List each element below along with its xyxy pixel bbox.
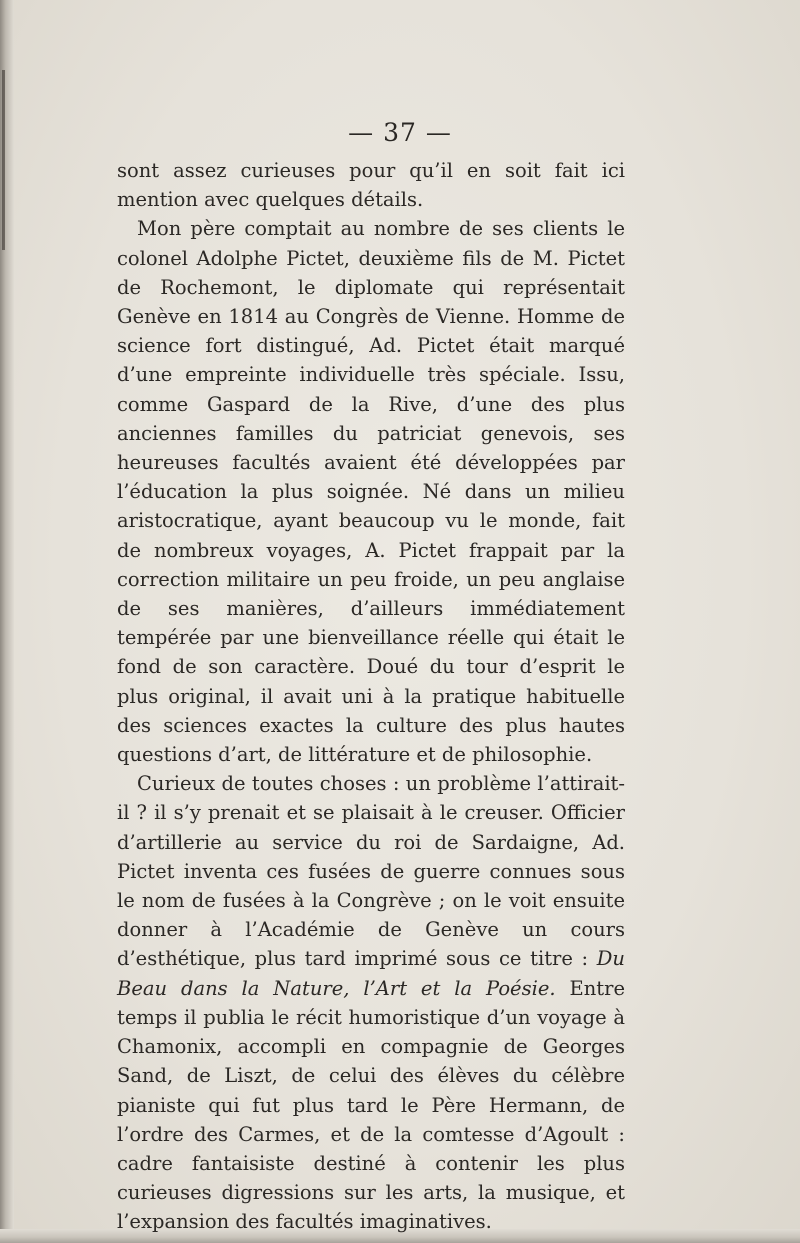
body-text [117,156,625,1237]
paragraph-pictet-works [117,769,625,1236]
paragraph-text-before-title: Curieux de toutes choses : un problème l’attirait-il ? il s’y prenait et se plaisait à le creuser. Officier d’artillerie au service du roi de Sardaigne, Ad. Pictet inventa ces fusées de guerre connues sous le nom de fusées à la Congrève ; on le voit ensuite donner à l’Académie de Genève un cours d’esthétique, plus tard imprimé sous ce titre : [117,772,625,971]
paragraph-continuation: sont assez curieuses pour qu’il en soit fait ici mention avec quelques détails. [117,159,625,212]
page-number: — 37 — [348,118,452,147]
book-title: Du Beau dans la Nature, l’Art et la Poésie. [117,947,625,1000]
binding-edge [0,0,14,1243]
paragraph-pictet-portrait: Mon père comptait au nombre de ses clients le colonel Adolphe Pictet, deuxième fils de M. Pictet de Rochemont, le diplomate qui représentait Genève en 1814 au Congrès de Vienne. Homme de science fort distingué, Ad. Pictet était marqué d’une empreinte individuelle très spéciale. Issu, comme Gaspard de la Rive, d’une des plus anciennes familles du patriciat genevois, ses heureuses facultés avaient été développées par l’éducation la plus soignée. Né dans un milieu aristocratique, ayant beaucoup vu le monde, fait de nombreux voyages, A. Pictet frappait par la correction militaire un peu froide, un peu anglaise de ses manières, d’ailleurs immédiatement tempérée par une bienveillance réelle qui était le fond de son caractère. Doué du tour d’esprit le plus original, il avait uni à la pratique habituelle des sciences exactes la culture des plus hautes questions d’art, de littérature et de philosophie. [117,217,625,767]
paragraph-text-after-title: Entre temps il publia le récit humoristique d’un voyage à Chamonix, accompli en compagnie de Georges Sand, de Liszt, de celui des élèves du célèbre pianiste qui fut plus tard le Père Hermann, de l’ordre des Carmes, et de la comtesse d’Agoult : cadre fantaisiste destiné à contenir les plus curieuses digressions sur les arts, la musique, et l’expansion des facultés imaginatives. [117,976,625,1234]
